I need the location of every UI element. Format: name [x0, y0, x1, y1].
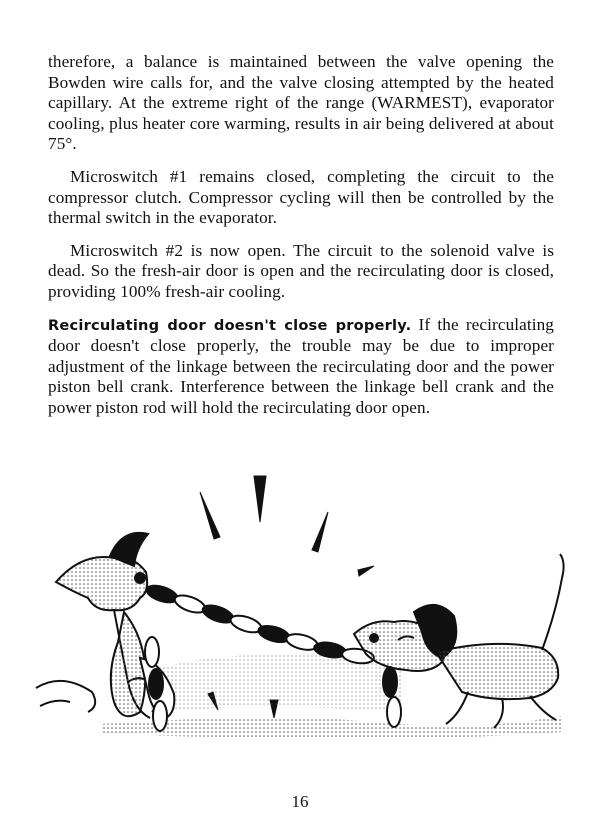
dachshunds-tug-of-war-sausages-icon: [22, 462, 582, 762]
paragraph-recirculating-door: [48, 315, 554, 419]
paragraph-microswitch-2: Microswitch #2 is now open. The circuit to the solenoid valve is dead. So the fresh-air door is open and the recirculating door is closed, providing 100% fresh-air cooling.: [48, 240, 554, 301]
section-lead-heading: Recirculating door doesn't close properly.: [48, 316, 412, 334]
ground-shadow: [102, 716, 562, 739]
paragraph-balance: therefore, a balance is maintained between the valve opening the Bowden wire calls for, and the valve closing attempted by the heated capillary. At the extreme right of the range (WARMEST), evaporator cooling, plus heater core warming, results in air being delivered at about 75°.: [48, 52, 554, 154]
body-text: [48, 52, 554, 431]
page-number: 16: [291, 792, 309, 811]
paragraph-recirculating-door-text: If the recirculating door doesn't close properly, the trouble may be due to improper adjustment of the linkage between the recirculating door and the power piston bell crank. Interference between the linkage bell crank and the power piston rod will hold the recirculating door open.: [48, 314, 555, 417]
paragraph-microswitch-1: Microswitch #1 remains closed, completing the circuit to the compressor clutch. Compressor cycling will then be controlled by the thermal switch in the evaporator.: [48, 166, 554, 228]
